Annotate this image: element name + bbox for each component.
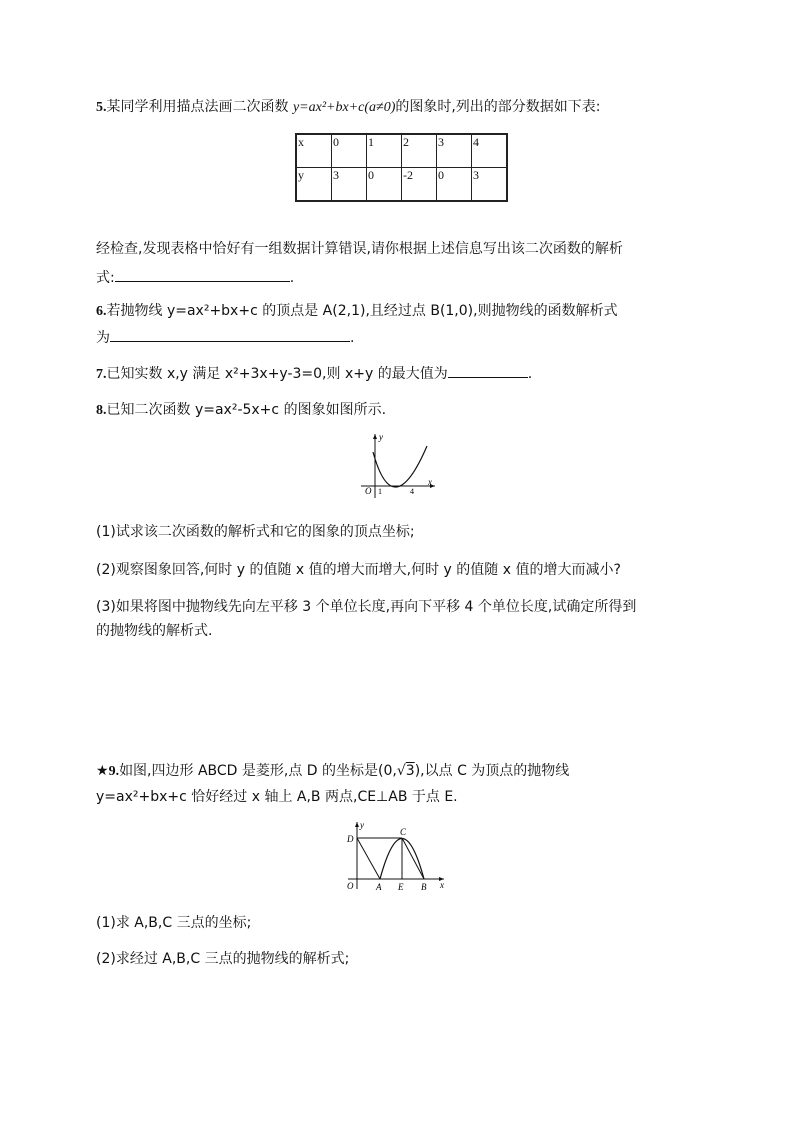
q8-part3-line2: 的抛物线的解析式.: [96, 623, 213, 639]
x-label: x: [428, 477, 432, 487]
table-cell: 3: [332, 168, 367, 202]
q6-line1: [96, 302, 618, 321]
table-cell: 3: [472, 168, 508, 202]
q5-text-a: 某同学利用描点法画二次函数: [106, 99, 293, 115]
table-cell: y: [296, 168, 332, 202]
q7-stem: [96, 364, 532, 384]
q5-end: .: [289, 270, 295, 286]
tick-label-4: 4: [410, 487, 414, 496]
q6-number: 6.: [96, 304, 107, 319]
q5-data-table: [295, 133, 508, 202]
table-cell: 2: [402, 134, 437, 168]
q9-line2: y=ax²+bx+c 恰好经过 x 轴上 A,B 两点,CE⊥AB 于点 E.: [96, 789, 458, 805]
q9-text-b: ),以点 C 为顶点的抛物线: [414, 763, 570, 779]
parabola-curve: [373, 446, 427, 487]
star-icon: ★: [96, 763, 109, 779]
q6-line2: [96, 328, 354, 347]
q5-answer-blank[interactable]: [115, 268, 290, 282]
q6-end: .: [350, 330, 355, 346]
label-c: C: [400, 827, 407, 837]
segment-da: [357, 838, 380, 879]
x-label: x: [440, 880, 444, 890]
label-d: D: [347, 834, 354, 844]
q6-answer-prefix: 为: [96, 330, 110, 346]
label-b: B: [421, 882, 427, 892]
y-label: y: [379, 432, 383, 442]
q9-number: 9.: [108, 764, 120, 779]
q5-number: 5.: [96, 100, 107, 115]
q7-number: 7.: [96, 367, 107, 382]
q5-stem: [96, 98, 601, 117]
table-cell: 4: [472, 134, 508, 168]
table-cell: 0: [437, 168, 472, 202]
q9-text-a: 如图,四边形 ABCD 是菱形,点 D 的坐标是(0,: [119, 763, 397, 779]
q7-end: .: [527, 366, 533, 382]
q5-after-line1: 经检查,发现表格中恰好有一组数据计算错误,请你根据上述信息写出该二次函数的解析: [96, 241, 623, 257]
q8-text: 已知二次函数 y=ax²-5x+c 的图象如图所示.: [106, 402, 387, 418]
label-o: O: [347, 881, 354, 891]
label-a: A: [376, 882, 382, 892]
q6-text: 若抛物线 y=ax²+bx+c 的顶点是 A(2,1),且经过点 B(1,0),则抛物线的函数解析式: [106, 303, 618, 319]
q8-part2: (2)观察图象回答,何时 y 的值随 x 值的增大而增大,何时 y 的值随 x 值的增大而减小?: [96, 562, 621, 578]
q7-text: 已知实数 x,y 满足 x²+3x+y-3=0,则 x+y 的最大值为: [106, 366, 448, 382]
label-e: E: [398, 882, 404, 892]
q6-answer-blank[interactable]: [110, 328, 350, 342]
q8-parabola-figure: [355, 430, 440, 500]
q5-formula: y=ax²+bx+c(a≠0): [292, 100, 396, 115]
table-cell: -2: [402, 168, 437, 202]
q5-after-line2: [96, 268, 294, 287]
q9-sqrt-value: 3: [405, 763, 415, 779]
y-axis-arrow: [373, 434, 377, 439]
q9-part1: (1)求 A,B,C 三点的坐标;: [96, 915, 252, 931]
q9-rhombus-figure: [340, 818, 450, 893]
q8-number: 8.: [96, 403, 107, 418]
sqrt-icon: √: [396, 763, 406, 779]
y-label: y: [360, 820, 364, 830]
table-cell: 3: [437, 134, 472, 168]
q9-part2: (2)求经过 A,B,C 三点的抛物线的解析式;: [96, 951, 350, 967]
origin-label: O: [365, 486, 372, 496]
segment-cb: [402, 838, 424, 879]
q7-answer-blank[interactable]: [448, 364, 528, 378]
table-cell: x: [296, 134, 332, 168]
tick-label-1: 1: [378, 487, 382, 496]
q8-stem: [96, 401, 386, 420]
table-cell: 0: [367, 168, 402, 202]
q8-part1: (1)试求该二次函数的解析式和它的图象的顶点坐标;: [96, 524, 415, 540]
q5-text-b: 的图象时,列出的部分数据如下表:: [395, 99, 601, 115]
table-row-y: [296, 168, 507, 202]
table-cell: 1: [367, 134, 402, 168]
y-axis-arrow: [355, 822, 359, 827]
table-row-x: [296, 134, 507, 168]
q9-line1: [96, 762, 569, 781]
q5-answer-prefix: 式:: [96, 270, 115, 286]
table-cell: 0: [332, 134, 367, 168]
q8-part3-line1: (3)如果将图中抛物线先向左平移 3 个单位长度,再向下平移 4 个单位长度,试确定所得到: [96, 599, 637, 615]
